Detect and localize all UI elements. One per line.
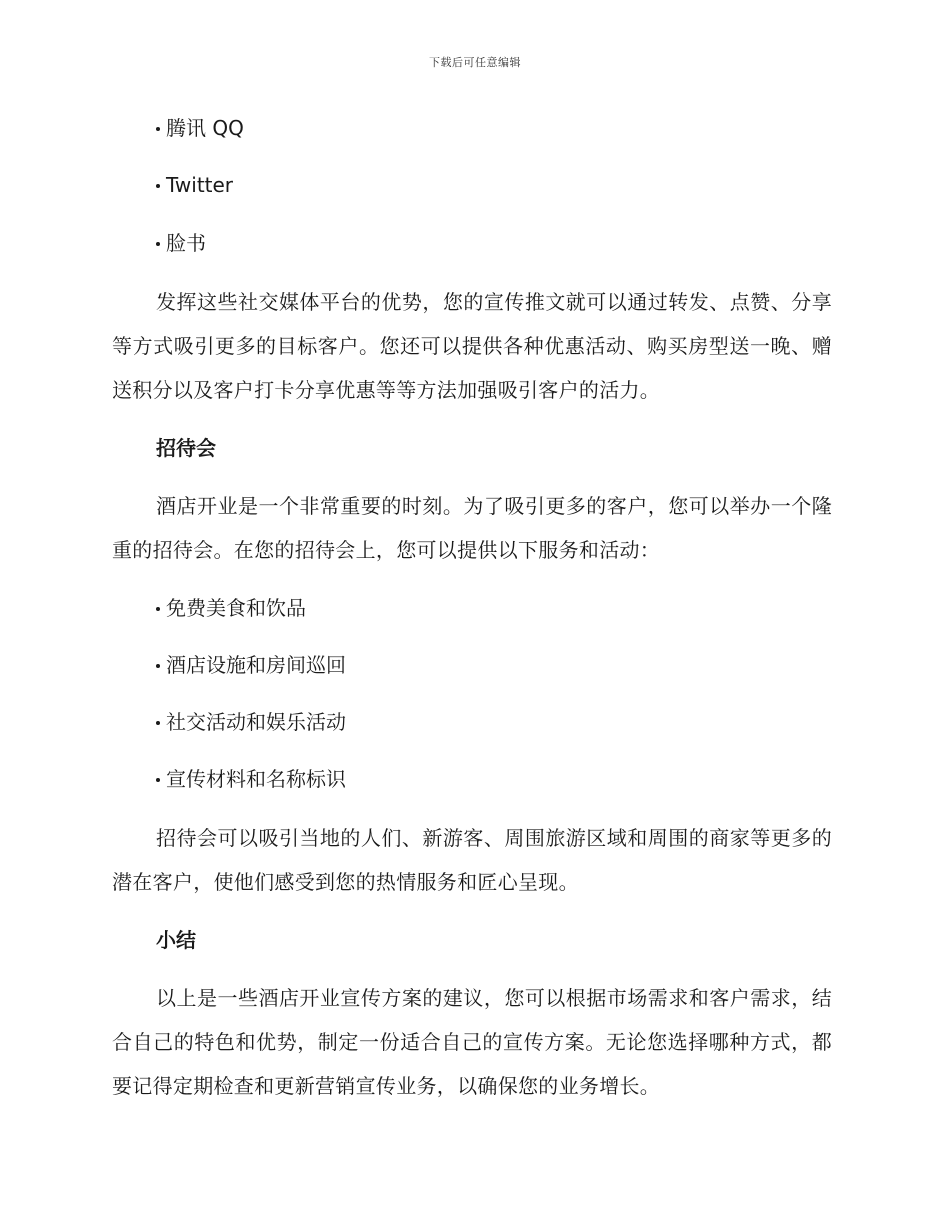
list-item-reception-tour (156, 651, 346, 679)
paragraph-social-advantages: 发挥这些社交媒体平台的优势，您的宣传推文就可以通过转发、点赞、分享等方式吸引更多的目标客户。您还可以提供各种优惠活动、购买房型送一晚、赠送积分以及客户打卡分享优惠等等方法加强吸引客户的活力。 (112, 290, 832, 402)
list-item-reception-materials (156, 765, 346, 793)
bullet-dot-icon (156, 721, 160, 725)
list-item-reception-social (156, 708, 346, 736)
list-item-text: 免费美食和饮品 (166, 596, 306, 620)
list-item-text: Twitter (166, 173, 234, 197)
paragraph-reception-intro: 酒店开业是一个非常重要的时刻。为了吸引更多的客户，您可以举办一个隆重的招待会。在您的招待会上，您可以提供以下服务和活动： (112, 494, 832, 562)
list-item-text: 脸书 (166, 231, 206, 255)
paragraph-summary: 以上是一些酒店开业宣传方案的建议，您可以根据市场需求和客户需求，结合自己的特色和优势，制定一份适合自己的宣传方案。无论您选择哪种方式，都要记得定期检查和更新营销宣传业务，以确保您的业务增长。 (112, 986, 832, 1098)
bullet-dot-icon (156, 664, 160, 668)
list-item-social-twitter (156, 171, 233, 199)
page-header-note: 下载后可任意编辑 (429, 56, 521, 69)
section-heading-summary: 小结 (156, 928, 196, 952)
list-item-text: 社交活动和娱乐活动 (166, 710, 346, 734)
bullet-dot-icon (156, 242, 160, 246)
bullet-dot-icon (156, 127, 160, 131)
bullet-dot-icon (156, 778, 160, 782)
list-item-social-qq (156, 114, 244, 142)
list-item-social-facebook (156, 229, 206, 257)
list-item-reception-food (156, 594, 306, 622)
list-item-text: 酒店设施和房间巡回 (166, 653, 346, 677)
bullet-dot-icon (156, 184, 160, 188)
paragraph-reception-outro: 招待会可以吸引当地的人们、新游客、周围旅游区域和周围的商家等更多的潜在客户，使他们感受到您的热情服务和匠心呈现。 (112, 826, 832, 894)
bullet-dot-icon (156, 607, 160, 611)
list-item-text: 腾讯 QQ (166, 116, 244, 140)
section-heading-reception: 招待会 (156, 436, 216, 460)
list-item-text: 宣传材料和名称标识 (166, 767, 346, 791)
